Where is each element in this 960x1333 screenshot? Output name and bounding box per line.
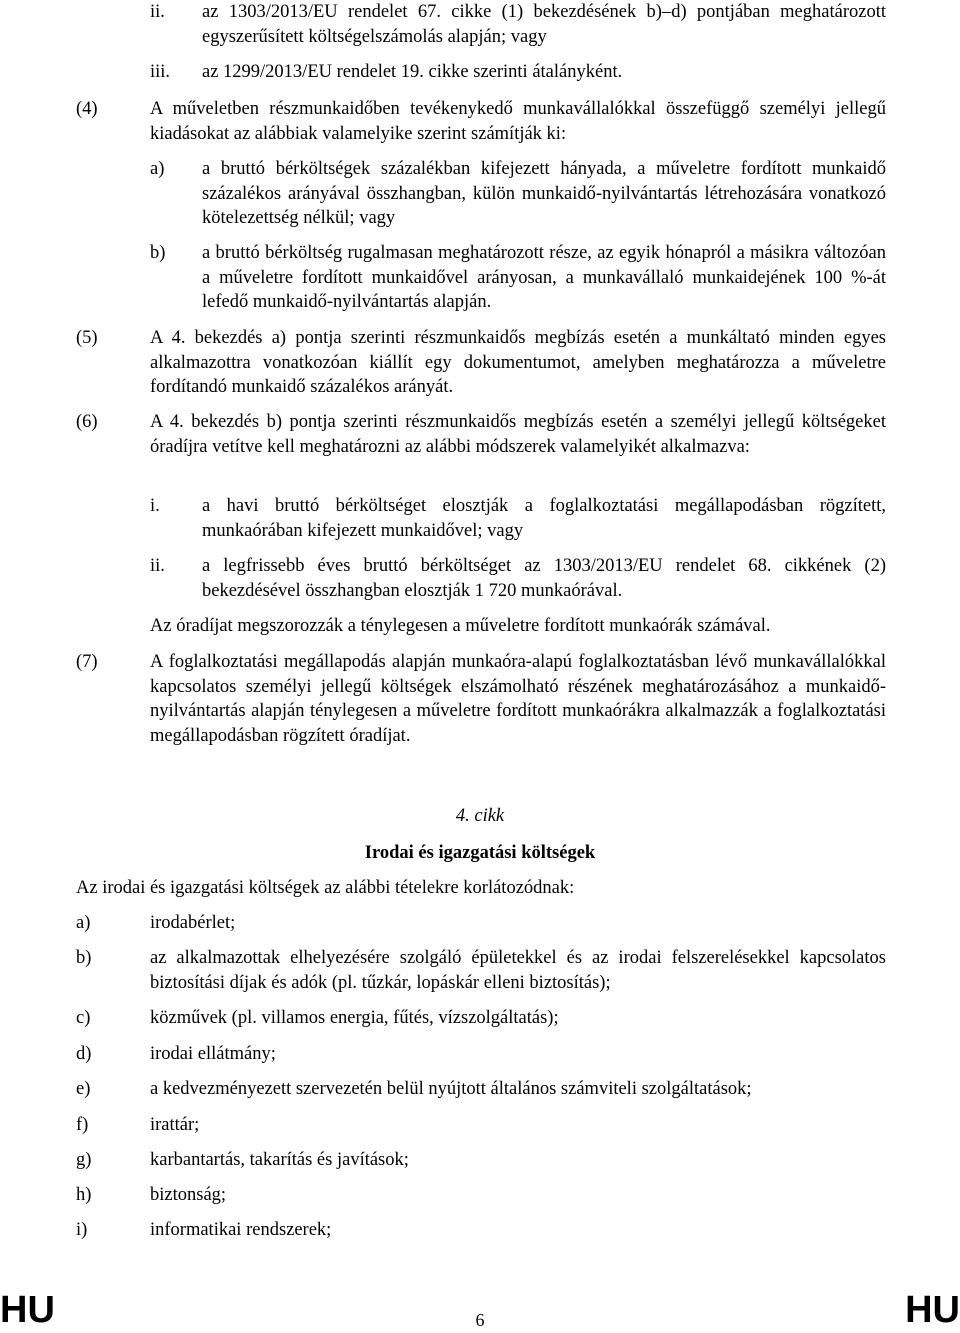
paragraph-6-text: A 4. bekezdés b) pontja szerinti részmunkaidős megbízás esetén a személyi jellegű költségeket óradíjra vetítve kell meghatározni az alábbi módszerek valamelyikét alkalmazva: — [150, 412, 886, 457]
article-item-d: irodai ellátmány; — [150, 1044, 276, 1064]
list-marker-a: a) — [150, 159, 165, 179]
list-item-a: a bruttó bérköltségek százalékban kifejezett hányada, a műveletre fordított munkaidő százalékos arányával összhangban, külön munkaidő-nyilvántartás létrehozására vonatkozó kötelezettség nélkül; vagy — [202, 159, 886, 228]
list-item-i: a havi bruttó bérköltséget elosztják a foglalkoztatási megállapodásban rögzített, munkaórában kifejezett munkaidővel; vagy — [202, 496, 886, 541]
article-marker-h: h) — [76, 1185, 92, 1205]
article-marker-f: f) — [76, 1115, 89, 1135]
article-marker-b: b) — [76, 948, 92, 968]
footer-language-code-right: HU — [905, 1289, 960, 1331]
article-title: Irodai és igazgatási költségek — [364, 843, 596, 863]
article-item-g: karbantartás, takarítás és javítások; — [150, 1150, 409, 1170]
list-item-iii: az 1299/2013/EU rendelet 19. cikke szerinti átalányként. — [202, 62, 623, 82]
page-number: 6 — [475, 1310, 485, 1330]
article-item-a: irodabérlet; — [150, 913, 236, 933]
article-marker-g: g) — [76, 1150, 92, 1170]
article-item-f: irattár; — [150, 1115, 200, 1135]
article-item-c: közművek (pl. villamos energia, fűtés, vízszolgáltatás); — [150, 1008, 559, 1028]
list-marker-iii: iii. — [150, 62, 171, 82]
article-marker-a: a) — [76, 913, 91, 933]
article-item-h: biztonság; — [150, 1185, 227, 1205]
paragraph-6-tail: Az óradíjat megszorozzák a ténylegesen a műveletre fordított munkaórák számával. — [150, 616, 771, 636]
article-item-e: a kedvezményezett szervezetén belül nyújtott általános számviteli szolgáltatások; — [150, 1079, 752, 1099]
paragraph-number-5: (5) — [76, 328, 98, 348]
list-marker-b: b) — [150, 243, 166, 263]
article-marker-i: i) — [76, 1220, 88, 1240]
footer-language-code-left: HU — [0, 1289, 55, 1331]
paragraph-5-text: A 4. bekezdés a) pontja szerinti részmunkaidős megbízás esetén a munkáltató minden egyes alkalmazottra vonatkozóan kiállít egy dokumentumot, amelyben meghatározza a műveletre fordítandó munkaidő százalékos arányát. — [150, 328, 886, 397]
list-marker-i: i. — [150, 496, 160, 516]
paragraph-number-6: (6) — [76, 412, 98, 432]
article-item-i: informatikai rendszerek; — [150, 1220, 332, 1240]
paragraph-number-7: (7) — [76, 652, 98, 672]
paragraph-7-text: A foglalkoztatási megállapodás alapján munkaóra-alapú foglalkoztatásban lévő munkavállalókkal kapcsolatos személyi jellegű költségek elszámolható részének meghatározásához a munkaidő-nyilvántartás alapján ténylegesen a műveletre fordított munkaórákra alkalmazzák a foglalkoztatási megállapodásban rögzített óradíjat. — [150, 652, 886, 746]
article-marker-c: c) — [76, 1008, 91, 1028]
list-item-ii: az 1303/2013/EU rendelet 67. cikke (1) bekezdésének b)–d) pontjában meghatározott egyszerűsített költségelszámolás alapján; vagy — [202, 2, 886, 47]
article-item-b: az alkalmazottak elhelyezésére szolgáló épületekkel és az irodai felszerelésekkel kapcsolatos biztosítási díjak és adók (pl. tűzkár, lopáskár elleni biztosítás); — [150, 948, 886, 993]
article-marker-d: d) — [76, 1044, 92, 1064]
list-item-ii-2: a legfrissebb éves bruttó bérköltséget az 1303/2013/EU rendelet 68. cikkének (2) bekezdésével összhangban elosztják 1 720 munkaórával. — [202, 556, 886, 601]
article-marker-e: e) — [76, 1079, 91, 1099]
list-marker-ii: ii. — [150, 2, 165, 22]
article-number: 4. cikk — [455, 806, 505, 826]
list-marker-ii-2: ii. — [150, 556, 165, 576]
paragraph-number-4: (4) — [76, 99, 98, 119]
paragraph-4-text: A műveletben részmunkaidőben tevékenykedő munkavállalókkal összefüggő személyi jellegű kiadásokat az alábbiak valamelyike szerint számítják ki: — [150, 99, 886, 144]
article-intro: Az irodai és igazgatási költségek az alábbi tételekre korlátozódnak: — [76, 878, 575, 898]
list-item-b: a bruttó bérköltség rugalmasan meghatározott része, az egyik hónapról a másikra változóan a műveletre fordított munkaidővel arányosan, a munkavállaló munkaidejének 100 %-át lefedő munkaidő-nyilvántartás alapján. — [202, 243, 886, 312]
